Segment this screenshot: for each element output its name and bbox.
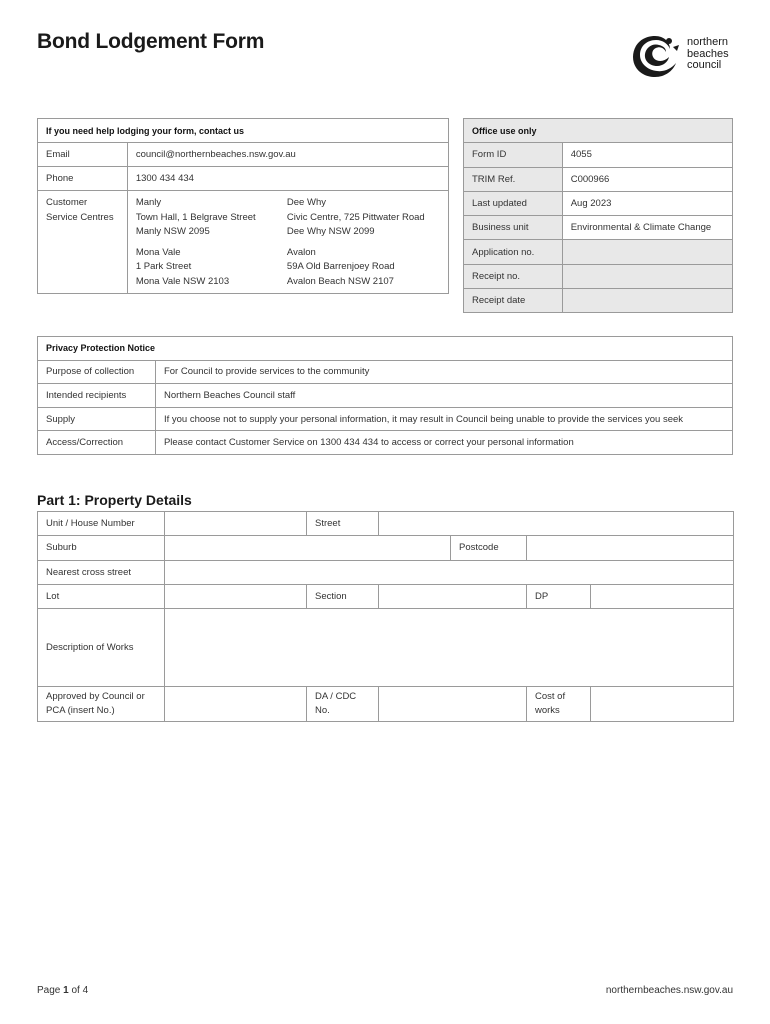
logo-line-3: council <box>687 59 722 71</box>
trim-ref-value: C000966 <box>562 167 732 191</box>
lot-field[interactable] <box>165 584 307 608</box>
phone-value[interactable]: 1300 434 434 <box>127 167 448 191</box>
page-number: Page 1 of 4 <box>37 985 89 996</box>
privacy-purpose-label: Purpose of collection <box>38 360 156 384</box>
cross-street-field[interactable] <box>165 560 734 584</box>
logo-line-1: northern <box>687 36 728 48</box>
office-heading: Office use only <box>464 119 733 143</box>
privacy-notice-table <box>37 336 733 455</box>
application-no-field[interactable] <box>562 240 732 264</box>
street-field[interactable] <box>379 512 734 536</box>
phone-label: Phone <box>38 167 128 191</box>
council-logo <box>629 33 737 79</box>
centres-col-right <box>279 191 449 294</box>
section-field[interactable] <box>379 584 527 608</box>
da-cdc-label: DA / CDC No. <box>307 687 379 722</box>
website-link[interactable]: northernbeaches.nsw.gov.au <box>605 985 733 996</box>
cost-field[interactable] <box>591 687 734 722</box>
page-title: Bond Lodgement Form <box>37 30 265 53</box>
email-label: Email <box>38 143 128 167</box>
privacy-access-value: Please contact Customer Service on 1300 434 434 to access or correct your personal information <box>155 431 732 455</box>
privacy-supply-value: If you choose not to supply your personal information, it may result in Council being unable to provide the services you seek <box>155 407 732 431</box>
cross-street-label: Nearest cross street <box>38 560 165 584</box>
centres-col-left <box>127 191 279 294</box>
council-emblem-icon <box>629 33 681 79</box>
privacy-supply-label: Supply <box>38 407 156 431</box>
da-cdc-field[interactable] <box>379 687 527 722</box>
trim-ref-label: TRIM Ref. <box>464 167 563 191</box>
receipt-no-field[interactable] <box>562 264 732 288</box>
privacy-recipients-label: Intended recipients <box>38 384 156 408</box>
logo-line-2: beaches <box>687 47 729 60</box>
postcode-label: Postcode <box>451 536 527 560</box>
works-field[interactable] <box>165 609 734 687</box>
dp-label: DP <box>527 584 591 608</box>
part1-title: Part 1: Property Details <box>37 492 192 508</box>
unit-label: Unit / House Number <box>38 512 165 536</box>
help-heading: If you need help lodging your form, contact us <box>38 119 449 143</box>
privacy-heading: Privacy Protection Notice <box>38 337 733 361</box>
dp-field[interactable] <box>591 584 734 608</box>
centre-dee-why: Dee Why Civic Centre, 725 Pittwater Road Dee Why NSW 2099 <box>286 197 425 237</box>
office-use-table <box>463 118 733 313</box>
unit-field[interactable] <box>165 512 307 536</box>
postcode-field[interactable] <box>527 536 734 560</box>
centre-avalon: Avalon 59A Old Barrenjoey Road Avalon Beach NSW 2107 <box>286 246 395 287</box>
street-label: Street <box>307 512 379 536</box>
receipt-no-label: Receipt no. <box>464 264 563 288</box>
privacy-purpose-value: For Council to provide services to the community <box>155 360 732 384</box>
approved-label: Approved by Council or PCA (insert No.) <box>38 687 165 722</box>
form-id-label: Form ID <box>464 143 563 167</box>
centres-label: Customer Service Centres <box>38 191 128 294</box>
help-contact-table <box>37 118 449 294</box>
works-label: Description of Works <box>38 609 165 687</box>
business-unit-value: Environmental & Climate Change <box>562 216 732 240</box>
section-label: Section <box>307 584 379 608</box>
lot-label: Lot <box>38 584 165 608</box>
centre-manly: Manly Town Hall, 1 Belgrave Street Manly NSW 2095 <box>135 197 256 237</box>
cost-label: Cost of works <box>527 687 591 722</box>
property-details-table <box>37 511 734 722</box>
form-id-value: 4055 <box>562 143 732 167</box>
last-updated-label: Last updated <box>464 191 563 215</box>
application-no-label: Application no. <box>464 240 563 264</box>
suburb-label: Suburb <box>38 536 165 560</box>
privacy-access-label: Access/Correction <box>38 431 156 455</box>
logo-wordmark <box>687 37 729 72</box>
email-value[interactable]: council@northernbeaches.nsw.gov.au <box>127 143 448 167</box>
receipt-date-field[interactable] <box>562 289 732 313</box>
suburb-field[interactable] <box>165 536 451 560</box>
last-updated-value: Aug 2023 <box>562 191 732 215</box>
business-unit-label: Business unit <box>464 216 563 240</box>
receipt-date-label: Receipt date <box>464 289 563 313</box>
centre-mona-vale: Mona Vale 1 Park Street Mona Vale NSW 2103 <box>135 246 230 287</box>
privacy-recipients-value: Northern Beaches Council staff <box>155 384 732 408</box>
approved-field[interactable] <box>165 687 307 722</box>
